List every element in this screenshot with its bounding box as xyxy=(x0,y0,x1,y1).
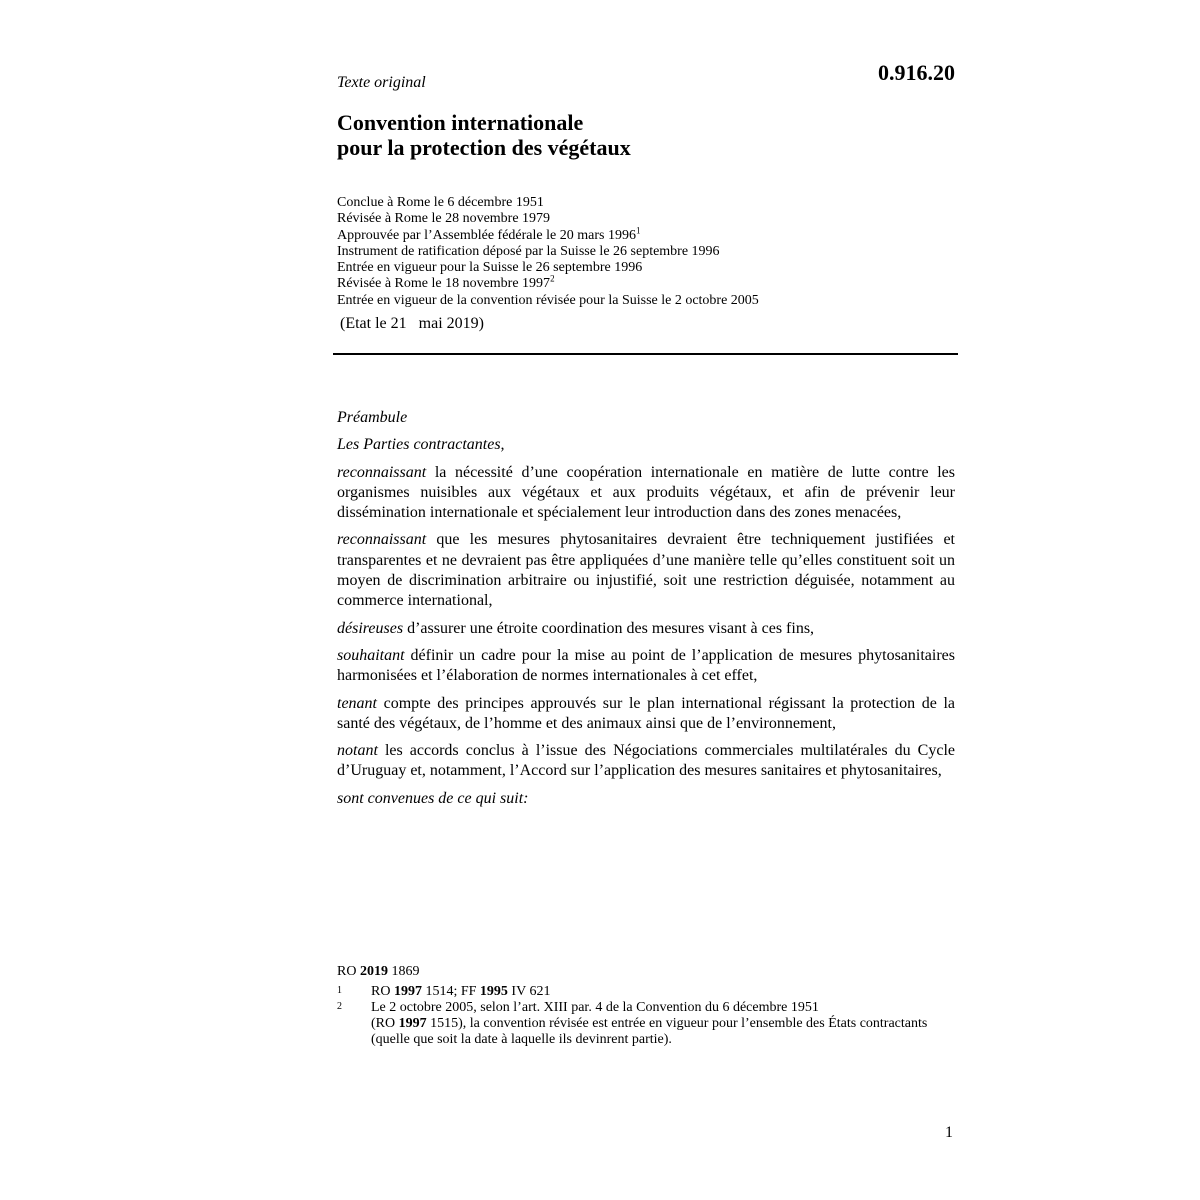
footnote-number: 2 xyxy=(337,1001,342,1012)
document-title xyxy=(337,110,631,160)
preamble-paragraph: souhaitant définir un cadre pour la mise au point de l’application de mesures phytosanitaires harmonisées et l’élaboration de normes internationales à cet effet, xyxy=(337,646,955,685)
preamble-heading: Préambule xyxy=(337,409,408,426)
contracting-parties: Les Parties contractantes, xyxy=(337,436,505,454)
footnote-number: 1 xyxy=(337,985,342,996)
meta-line: Approuvée par l’Assemblée fédérale le 20 mars 1996$^1$ xyxy=(337,224,641,243)
meta-line: Conclue à Rome le 6 décembre 1951 xyxy=(337,195,544,210)
ro-reference: RO 2019 1869 xyxy=(337,964,420,979)
meta-line: Entrée en vigueur pour la Suisse le 26 septembre 1996 xyxy=(337,260,643,276)
meta-line: Instrument de ratification déposé par la Suisse le 26 septembre 1996 xyxy=(337,243,720,259)
sr-number: 0.916.20 xyxy=(878,60,955,85)
preamble-paragraph: reconnaissant la nécessité d’une coopération internationale en matière de lutte contre les organismes nuisibles aux végétaux et aux produits végétaux, et afin de prévenir leur dissémination internationale et spécialement leur introduction dans des zones menacées, xyxy=(337,463,955,522)
meta-line: Révisée à Rome le 18 novembre 1997$^2$ xyxy=(337,273,555,292)
preamble-body xyxy=(337,408,955,816)
title-line-2: pour la protection des végétaux xyxy=(337,135,631,160)
header-divider xyxy=(333,353,958,355)
footnotes xyxy=(337,964,957,1048)
meta-line: Entrée en vigueur de la convention révisée pour la Suisse le 2 octobre 2005 xyxy=(337,292,759,308)
texte-original-label: Texte original xyxy=(337,74,426,91)
title-line-1: Convention internationale xyxy=(337,110,584,135)
document-page xyxy=(337,0,957,1200)
footnote-1: 1 RO 1997 1514; FF 1995 IV 621 xyxy=(337,984,551,999)
document-metadata xyxy=(337,195,759,309)
preamble-paragraph: reconnaissant que les mesures phytosanitaires devraient être techniquement justifiées et transparentes et ne devraient pas être appliquées d’une manière telle qu’elles constituent soit un moyen de discrimination arbitraire ou injustifié, soit une restriction déguisée, notamment au commerce international, xyxy=(337,531,955,610)
meta-line: Révisée à Rome le 28 novembre 1979 xyxy=(337,211,551,227)
preamble-paragraph: notant les accords conclus à l’issue des Négociations commerciales multilatérales du Cycle d’Uruguay et, notamment, l’Accord sur l’application des mesures sanitaires et phytosanitaires, xyxy=(337,742,955,780)
footnote-ref[interactable]: 1 xyxy=(635,224,641,235)
footnote-ref[interactable]: 2 xyxy=(550,273,555,284)
preamble-paragraph: désireuses d’assurer une étroite coordination des mesures visant à ces fins, xyxy=(337,619,815,637)
preamble-paragraph: tenant compte des principes approuvés sur le plan international régissant la protection de la santé des végétaux, de l’homme et des animaux ainsi que de l’environnement, xyxy=(337,694,955,732)
page-number: 1 xyxy=(945,1124,953,1141)
footnote-2: 2 Le 2 octobre 2005, selon l’art. XIII par. 4 de la Convention du 6 décembre 1951 (RO 1997 1515), la convention révisée est entrée en vigueur pour l’ensemble des États contractants (quelle que soit la date à laquelle ils devinrent partie). xyxy=(337,1000,928,1047)
etat-date: (Etat le 21 mai 2019) xyxy=(340,315,484,332)
closing-formula: sont convenues de ce qui suit: xyxy=(337,789,529,807)
